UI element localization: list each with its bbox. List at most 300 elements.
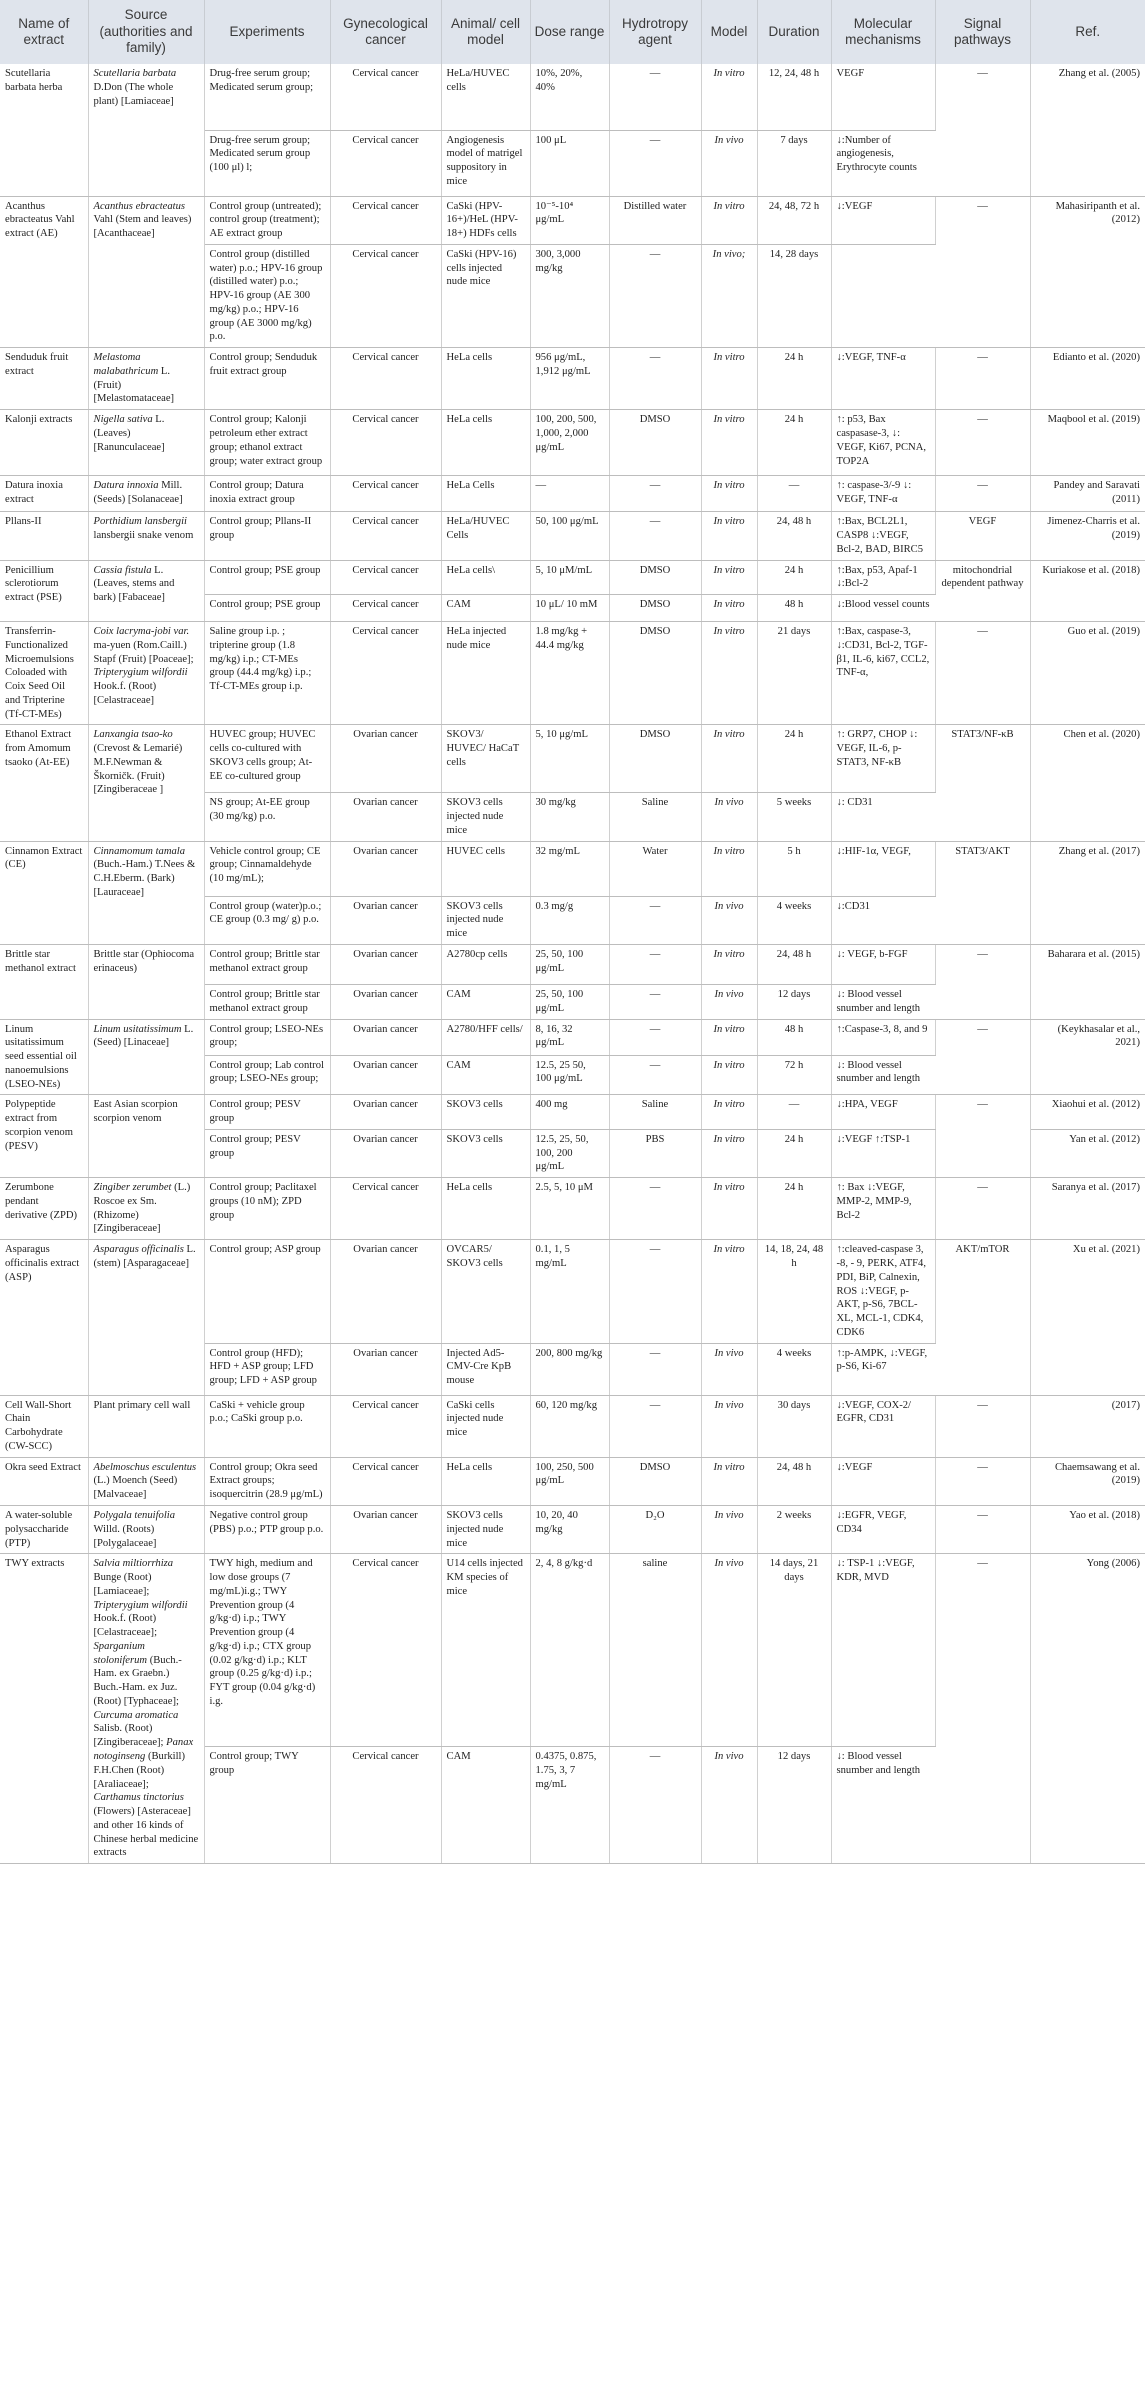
extract-name-cell: Brittle star methanol extract — [0, 945, 88, 1020]
mechanisms-cell: ↓: Blood vessel snumber and length — [831, 985, 935, 1020]
duration-cell: 14, 28 days — [757, 244, 831, 347]
model-cell: In vitro — [701, 560, 757, 595]
extract-name-cell: Scutellaria barbata herba — [0, 64, 88, 196]
animal-cell-model-cell: SKOV3 cells — [441, 1095, 530, 1130]
source-cell — [88, 348, 204, 410]
source-species: Porthidium lansbergii — [93, 516, 187, 528]
reference-cell: Chaemsawang et al. (2019) — [1030, 1457, 1145, 1505]
signal-pathway-cell: — — [935, 945, 1030, 1020]
source-cell: Salvia miltiorrhiza Bunge (Root) [Lamiaceae]; Tripterygium wilfordii Hook.f. (Root) [Celastraceae]; Sparganium stoloniferum (Buch.-Ham. ex Graebn.) Buch.-Ham. ex Juz. (Root) [Typhaceae]; Curcuma aromatica Salisb. (Root) [Zingiberaceae]; Panax notoginseng (Burkill) F.H.Chen (Root) [Araliaceae]; Carthamus tinctorius (Flowers) [Asteraceae] and other 16 kinds of Chinese herbal medicine extracts — [88, 1554, 204, 1864]
source-species: Melastoma malabathricum — [93, 352, 159, 377]
cancer-cell: Cervical cancer — [330, 1747, 441, 1864]
cancer-cell: Ovarian cancer — [330, 1240, 441, 1343]
model-cell: In vitro — [701, 348, 757, 410]
experiments-cell: Control group (HFD); HFD + ASP group; LFD group; LFD + ASP group — [204, 1343, 330, 1395]
experiments-cell: Control group; Kalonji petroleum ether extract group; ethanol extract group; water extract group — [204, 410, 330, 476]
reference-cell: Xu et al. (2021) — [1030, 1240, 1145, 1395]
mechanisms-cell: ↓:VEGF, COX-2/ EGFR, CD31 — [831, 1395, 935, 1457]
cancer-cell: Ovarian cancer — [330, 793, 441, 841]
duration-cell: 48 h — [757, 1019, 831, 1055]
table-row — [0, 512, 1145, 560]
reference-cell: Baharara et al. (2015) — [1030, 945, 1145, 1020]
hydrotropy-agent-cell: DMSO — [609, 725, 701, 793]
table-row — [0, 348, 1145, 410]
model-cell: In vitro — [701, 512, 757, 560]
extract-name-cell: Ethanol Extract from Amomum tsaoko (At-EE) — [0, 725, 88, 841]
signal-pathway-cell: — — [935, 622, 1030, 725]
hydrotropy-agent-cell: — — [609, 476, 701, 512]
hydrotropy-agent-cell: DMSO — [609, 410, 701, 476]
dose-range-cell: 200, 800 mg/kg — [530, 1343, 609, 1395]
table-row — [0, 1554, 1145, 1747]
table-row — [0, 64, 1145, 130]
model-cell: In vitro — [701, 1095, 757, 1130]
hydrotropy-agent-cell: Distilled water — [609, 196, 701, 244]
source-cell — [88, 1019, 204, 1095]
source-cell — [88, 560, 204, 622]
hydrotropy-agent-cell: — — [609, 348, 701, 410]
mechanisms-cell: ↑: Bax ↓:VEGF, MMP-2, MMP-9, Bcl-2 — [831, 1178, 935, 1240]
dose-range-cell: 8, 16, 32 μg/mL — [530, 1019, 609, 1055]
experiments-cell: TWY high, medium and low dose groups (7 mg/mL)i.g.; TWY Prevention group (4 g/kg·d) i.p.; TWY Prevention group (4 g/kg·d) i.p.; CTX group (0.02 g/kg·d) i.p.; KLT group (0.25 g/kg·d) i.p.; FYT group (0.04 g/kg·d) i.g. — [204, 1554, 330, 1747]
hydrotropy-agent-cell: DMSO — [609, 622, 701, 725]
source-species: Cinnamomum tamala — [93, 845, 186, 857]
header-agent: Hydrotropy agent — [609, 0, 701, 64]
hydrotropy-agent-cell: — — [609, 945, 701, 985]
animal-cell-model-cell: OVCAR5/ SKOV3 cells — [441, 1240, 530, 1343]
reference-cell: (2017) — [1030, 1395, 1145, 1457]
duration-cell: 30 days — [757, 1395, 831, 1457]
extract-name-cell: Kalonji extracts — [0, 410, 88, 476]
source-detail: D.Don (The whole plant) [Lamiaceae] — [93, 81, 174, 107]
dose-range-cell: 2.5, 5, 10 μM — [530, 1178, 609, 1240]
mechanisms-cell: ↓:VEGF ↑:TSP-1 — [831, 1129, 935, 1177]
cancer-cell: Ovarian cancer — [330, 1019, 441, 1055]
model-cell: In vitro — [701, 410, 757, 476]
experiments-cell: Control group (untreated); control group (treatment); AE extract group — [204, 196, 330, 244]
reference-cell: Yan et al. (2012) — [1030, 1129, 1145, 1177]
mechanisms-cell: ↑:Bax, BCL2L1, CASP8 ↓:VEGF, Bcl-2, BAD, BIRC5 — [831, 512, 935, 560]
cancer-cell: Ovarian cancer — [330, 725, 441, 793]
table-row — [0, 1395, 1145, 1457]
reference-cell: Jimenez-Charris et al. (2019) — [1030, 512, 1145, 560]
experiments-cell: Control group; Brittle star methanol extract group — [204, 985, 330, 1020]
duration-cell: 12 days — [757, 1747, 831, 1864]
hydrotropy-agent-cell: PBS — [609, 1129, 701, 1177]
mechanisms-cell: VEGF — [831, 64, 935, 130]
extract-name-cell: A water-soluble polysaccharide (PTP) — [0, 1505, 88, 1553]
duration-cell: 24 h — [757, 725, 831, 793]
model-cell: In vitro — [701, 64, 757, 130]
dose-range-cell: 100, 200, 500, 1,000, 2,000 μg/mL — [530, 410, 609, 476]
reference-cell: Zhang et al. (2005) — [1030, 64, 1145, 196]
animal-cell-model-cell: HUVEC cells — [441, 841, 530, 896]
source-species: Abelmoschus esculentus — [93, 1461, 197, 1473]
header-duration: Duration — [757, 0, 831, 64]
hydrotropy-agent-cell: Water — [609, 841, 701, 896]
mechanisms-cell: ↓:Number of angiogenesis, Erythrocyte counts — [831, 130, 935, 196]
source-detail: (L.) Roscoe ex Sm. (Rhizome) [Zingiberaceae] — [93, 1182, 191, 1235]
signal-pathway-cell: — — [935, 1395, 1030, 1457]
model-cell: In vivo — [701, 130, 757, 196]
mechanisms-cell: ↓:VEGF — [831, 1457, 935, 1505]
dose-range-cell: 5, 10 μM/mL — [530, 560, 609, 595]
model-cell: In vivo — [701, 1343, 757, 1395]
reference-cell: Mahasiripanth et al. (2012) — [1030, 196, 1145, 348]
experiments-cell: Control group (distilled water) p.o.; HPV-16 group (distilled water) p.o.; HPV-16 group (AE 300 mg/kg) p.o.; HPV-16 group (AE 3000 mg/kg) p.o. — [204, 244, 330, 347]
experiments-cell: Control group; Okra seed Extract groups; isoquercitrin (28.9 μg/mL) — [204, 1457, 330, 1505]
model-cell: In vitro — [701, 1240, 757, 1343]
experiments-cell: Control group; LSEO-NEs group; — [204, 1019, 330, 1055]
hydrotropy-agent-cell: — — [609, 1055, 701, 1095]
cancer-cell: Cervical cancer — [330, 244, 441, 347]
reference-cell: (Keykhasalar et al., 2021) — [1030, 1019, 1145, 1095]
signal-pathway-cell: mitochondrial dependent pathway — [935, 560, 1030, 622]
duration-cell: 24 h — [757, 410, 831, 476]
source-detail: L. (Fruit) [Melastomataceae] — [93, 365, 175, 405]
mechanisms-cell: ↑:Bax, p53, Apaf-1 ↓:Bcl-2 — [831, 560, 935, 595]
cancer-cell: Cervical cancer — [330, 348, 441, 410]
signal-pathway-cell: — — [935, 1095, 1030, 1178]
duration-cell: 4 weeks — [757, 1343, 831, 1395]
hydrotropy-agent-cell: — — [609, 1240, 701, 1343]
table-row — [0, 1240, 1145, 1343]
mechanisms-cell: ↓:CD31 — [831, 896, 935, 944]
model-cell: In vitro — [701, 196, 757, 244]
experiments-cell: Drug-free serum group; Medicated serum group; — [204, 64, 330, 130]
model-cell: In vivo — [701, 1747, 757, 1864]
source-cell — [88, 1457, 204, 1505]
hydrotropy-agent-cell: — — [609, 512, 701, 560]
source-cell — [88, 1505, 204, 1553]
extract-name-cell: TWY extracts — [0, 1554, 88, 1864]
duration-cell: 5 h — [757, 841, 831, 896]
header-model: Model — [701, 0, 757, 64]
dose-range-cell: 10⁻⁵-10⁴ μg/mL — [530, 196, 609, 244]
reference-cell: Yao et al. (2018) — [1030, 1505, 1145, 1553]
experiments-cell: Control group; Senduduk fruit extract group — [204, 348, 330, 410]
duration-cell: 24, 48 h — [757, 945, 831, 985]
hydrotropy-agent-cell: — — [609, 1747, 701, 1864]
header-ref: Ref. — [1030, 0, 1145, 64]
dose-range-cell: 0.3 mg/g — [530, 896, 609, 944]
hydrotropy-agent-cell: DMSO — [609, 1457, 701, 1505]
model-cell: In vitro — [701, 945, 757, 985]
extract-name-cell: Cinnamon Extract (CE) — [0, 841, 88, 944]
signal-pathway-cell: — — [935, 1554, 1030, 1864]
source-species: Acanthus ebracteatus — [93, 200, 186, 212]
model-cell: In vitro — [701, 476, 757, 512]
source-cell — [88, 410, 204, 476]
dose-range-cell: 100 μL — [530, 130, 609, 196]
experiments-cell: Control group; Pllans-II group — [204, 512, 330, 560]
experiments-cell: NS group; At-EE group (30 mg/kg) p.o. — [204, 793, 330, 841]
extract-name-cell: Pllans-II — [0, 512, 88, 560]
hydrotropy-agent-cell: — — [609, 1343, 701, 1395]
source-species: Zingiber zerumbet — [93, 1182, 172, 1194]
duration-cell: — — [757, 1095, 831, 1130]
duration-cell: 14, 18, 24, 48 h — [757, 1240, 831, 1343]
model-cell: In vitro — [701, 595, 757, 622]
experiments-cell: Vehicle control group; CE group; Cinnamaldehyde (10 mg/mL); — [204, 841, 330, 896]
animal-cell-model-cell: SKOV3 cells injected nude mice — [441, 1505, 530, 1553]
cancer-cell: Ovarian cancer — [330, 1129, 441, 1177]
cancer-cell: Cervical cancer — [330, 1554, 441, 1747]
table-row — [0, 560, 1145, 595]
source-detail: (L.) Moench (Seed) [Malvaceae] — [93, 1475, 178, 1501]
signal-pathway-cell: — — [935, 1178, 1030, 1240]
cancer-cell: Ovarian cancer — [330, 985, 441, 1020]
source-species: Scutellaria barbata — [93, 68, 177, 79]
cancer-cell: Cervical cancer — [330, 560, 441, 595]
table-row — [0, 410, 1145, 476]
experiments-cell: Control group; Datura inoxia extract group — [204, 476, 330, 512]
table-row — [0, 945, 1145, 985]
dose-range-cell: — — [530, 476, 609, 512]
cancer-cell: Cervical cancer — [330, 512, 441, 560]
model-cell: In vitro — [701, 1055, 757, 1095]
source-detail: L. (Leaves, stems and bark) [Fabaceae] — [93, 564, 175, 604]
animal-cell-model-cell: A2780cp cells — [441, 945, 530, 985]
source-cell — [88, 1178, 204, 1240]
signal-pathway-cell: — — [935, 348, 1030, 410]
dose-range-cell: 2, 4, 8 g/kg·d — [530, 1554, 609, 1747]
experiments-cell: Control group; Lab control group; LSEO-NEs group; — [204, 1055, 330, 1095]
mechanisms-cell: ↓: VEGF, b-FGF — [831, 945, 935, 985]
source-detail: Willd. (Roots) [Polygalaceae] — [93, 1523, 157, 1549]
hydrotropy-agent-cell: Saline — [609, 793, 701, 841]
model-cell: In vitro — [701, 1129, 757, 1177]
experiments-cell: Control group; PSE group — [204, 560, 330, 595]
source-detail: Mill. (Seeds) [Solanaceae] — [93, 480, 183, 505]
duration-cell: 5 weeks — [757, 793, 831, 841]
extract-name-cell: Senduduk fruit extract — [0, 348, 88, 410]
signal-pathway-cell: VEGF — [935, 512, 1030, 560]
animal-cell-model-cell: HeLa cells — [441, 1178, 530, 1240]
animal-cell-model-cell: Angiogenesis model of matrigel suppository in mice — [441, 130, 530, 196]
signal-pathway-cell: — — [935, 476, 1030, 512]
cancer-cell: Ovarian cancer — [330, 841, 441, 896]
cancer-cell: Ovarian cancer — [330, 945, 441, 985]
source-species: Nigella sativa — [93, 414, 153, 426]
animal-cell-model-cell: SKOV3 cells — [441, 1129, 530, 1177]
source-species: Polygala tenuifolia — [93, 1509, 176, 1521]
dose-range-cell: 32 mg/mL — [530, 841, 609, 896]
table-row — [0, 725, 1145, 793]
hydrotropy-agent-cell: — — [609, 896, 701, 944]
duration-cell: 24 h — [757, 348, 831, 410]
reference-cell: Zhang et al. (2017) — [1030, 841, 1145, 944]
header-experiments: Experiments — [204, 0, 330, 64]
experiments-cell: Control group; ASP group — [204, 1240, 330, 1343]
extract-name-cell: Okra seed Extract — [0, 1457, 88, 1505]
table-row — [0, 1095, 1145, 1130]
reference-cell: Guo et al. (2019) — [1030, 622, 1145, 725]
hydrotropy-agent-cell: DMSO — [609, 595, 701, 622]
reference-cell: Yong (2006) — [1030, 1554, 1145, 1864]
dose-range-cell: 400 mg — [530, 1095, 609, 1130]
hydrotropy-agent-cell: — — [609, 64, 701, 130]
reference-cell: Saranya et al. (2017) — [1030, 1178, 1145, 1240]
header-mechanisms: Molecular mechanisms — [831, 0, 935, 64]
source-cell — [88, 64, 204, 196]
mechanisms-cell: ↑:p-AMPK, ↓:VEGF, p-S6, Ki-67 — [831, 1343, 935, 1395]
duration-cell: 12 days — [757, 985, 831, 1020]
hydrotropy-agent-cell: — — [609, 1178, 701, 1240]
reference-cell: Edianto et al. (2020) — [1030, 348, 1145, 410]
table-row — [0, 1457, 1145, 1505]
experiments-cell: Negative control group (PBS) p.o.; PTP group p.o. — [204, 1505, 330, 1553]
header-source: Source (authorities and family) — [88, 0, 204, 64]
dose-range-cell: 10%, 20%, 40% — [530, 64, 609, 130]
animal-cell-model-cell: SKOV3 cells injected nude mice — [441, 896, 530, 944]
model-cell: In vivo — [701, 793, 757, 841]
animal-cell-model-cell: CaSki (HPV-16+)/HeL (HPV-18+) HDFs cells — [441, 196, 530, 244]
mechanisms-cell: ↓:EGFR, VEGF, CD34 — [831, 1505, 935, 1553]
mechanisms-cell: ↓:HPA, VEGF — [831, 1095, 935, 1130]
cancer-cell: Ovarian cancer — [330, 1055, 441, 1095]
animal-cell-model-cell: U14 cells injected KM species of mice — [441, 1554, 530, 1747]
model-cell: In vitro — [701, 725, 757, 793]
dose-range-cell: 12.5, 25, 50, 100, 200 μg/mL — [530, 1129, 609, 1177]
duration-cell: 4 weeks — [757, 896, 831, 944]
cancer-cell: Ovarian cancer — [330, 1505, 441, 1553]
dose-range-cell: 0.1, 1, 5 mg/mL — [530, 1240, 609, 1343]
signal-pathway-cell: AKT/mTOR — [935, 1240, 1030, 1395]
hydrotropy-agent-cell: D₂O — [609, 1505, 701, 1553]
animal-cell-model-cell: SKOV3 cells injected nude mice — [441, 793, 530, 841]
experiments-cell: CaSki + vehicle group p.o.; CaSki group p.o. — [204, 1395, 330, 1457]
animal-cell-model-cell: CAM — [441, 595, 530, 622]
mechanisms-cell: ↓: Blood vessel snumber and length — [831, 1055, 935, 1095]
dose-range-cell: 60, 120 mg/kg — [530, 1395, 609, 1457]
source-cell — [88, 841, 204, 944]
model-cell: In vitro — [701, 841, 757, 896]
mechanisms-cell: ↑: p53, Bax caspasase-3, ↓: VEGF, Ki67, PCNA, TOP2A — [831, 410, 935, 476]
duration-cell: 24, 48 h — [757, 1457, 831, 1505]
experiments-cell: Control group; PESV group — [204, 1129, 330, 1177]
duration-cell: — — [757, 476, 831, 512]
extract-name-cell: Acanthus ebracteatus Vahl extract (AE) — [0, 196, 88, 348]
duration-cell: 24, 48, 72 h — [757, 196, 831, 244]
source-detail: L. (Leaves) [Ranunculaceae] — [93, 414, 165, 453]
header-cancer: Gynecological cancer — [330, 0, 441, 64]
header-row — [0, 0, 1145, 64]
dose-range-cell: 956 μg/mL, 1,912 μg/mL — [530, 348, 609, 410]
model-cell: In vivo — [701, 896, 757, 944]
duration-cell: 7 days — [757, 130, 831, 196]
extract-name-cell: Cell Wall-Short Chain Carbohydrate (CW-SCC) — [0, 1395, 88, 1457]
source-detail: lansbergii snake venom — [93, 529, 194, 541]
animal-cell-model-cell: HeLa cells\ — [441, 560, 530, 595]
extract-name-cell: Polypeptide extract from scorpion venom (PESV) — [0, 1095, 88, 1178]
signal-pathway-cell: — — [935, 1505, 1030, 1553]
animal-cell-model-cell: HeLa cells — [441, 410, 530, 476]
animal-cell-model-cell: HeLa Cells — [441, 476, 530, 512]
cancer-cell: Cervical cancer — [330, 595, 441, 622]
source-cell — [88, 1240, 204, 1395]
duration-cell: 72 h — [757, 1055, 831, 1095]
source-cell: Coix lacryma-jobi var. ma-yuen (Rom.Caill.) Stapf (Fruit) [Poaceae]; Tripterygium wilfordii Hook.f. (Root) [Celastraceae] — [88, 622, 204, 725]
dose-range-cell: 10 μL/ 10 mM — [530, 595, 609, 622]
experiments-cell: Control group; PESV group — [204, 1095, 330, 1130]
mechanisms-cell: ↓:VEGF — [831, 196, 935, 244]
source-detail: L. (stem) [Asparagaceae] — [93, 1244, 196, 1270]
source-detail: Vahl (Stem and leaves) [Acanthaceae] — [93, 214, 192, 240]
dose-range-cell: 25, 50, 100 μg/mL — [530, 985, 609, 1020]
source-cell — [88, 725, 204, 841]
model-cell: In vitro — [701, 1457, 757, 1505]
experiments-cell: HUVEC group; HUVEC cells co-cultured with SKOV3 cells group; At-EE co-cultured group — [204, 725, 330, 793]
mechanisms-cell: ↓: CD31 — [831, 793, 935, 841]
cancer-cell: Cervical cancer — [330, 1457, 441, 1505]
cancer-cell: Cervical cancer — [330, 1178, 441, 1240]
hydrotropy-agent-cell: saline — [609, 1554, 701, 1747]
experiments-cell: Saline group i.p. ; tripterine group (1.8 mg/kg) i.p.; CT-MEs group (44.4 mg/kg) i.p.; Tf-CT-MEs group i.p. — [204, 622, 330, 725]
cancer-cell: Cervical cancer — [330, 1395, 441, 1457]
duration-cell: 24 h — [757, 1178, 831, 1240]
reference-cell: Kuriakose et al. (2018) — [1030, 560, 1145, 622]
duration-cell: 21 days — [757, 622, 831, 725]
mechanisms-cell: ↑: GRP7, CHOP ↓: VEGF, IL-6, p-STAT3, NF-κB — [831, 725, 935, 793]
source-species: Cassia fistula — [93, 564, 152, 576]
extract-name-cell: Transferrin-Functionalized Microemulsions Coloaded with Coix Seed Oil and Tripterine (Tf-CT-MEs) — [0, 622, 88, 725]
dose-range-cell: 30 mg/kg — [530, 793, 609, 841]
animal-cell-model-cell: HeLa/HUVEC Cells — [441, 512, 530, 560]
mechanisms-cell: ↓: Blood vessel snumber and length — [831, 1747, 935, 1864]
extract-name-cell: Linum usitatissimum seed essential oil nanoemulsions (LSEO-NEs) — [0, 1019, 88, 1095]
cancer-cell: Ovarian cancer — [330, 1343, 441, 1395]
signal-pathway-cell: — — [935, 410, 1030, 476]
experiments-cell: Control group (water)p.o.; CE group (0.3 mg/ g) p.o. — [204, 896, 330, 944]
table-row — [0, 196, 1145, 244]
experiments-cell: Drug-free serum group; Medicated serum group (100 μl) l; — [204, 130, 330, 196]
table-header — [0, 0, 1145, 64]
duration-cell: 14 days, 21 days — [757, 1554, 831, 1747]
mechanisms-cell: ↓:VEGF, TNF-α — [831, 348, 935, 410]
animal-cell-model-cell: Injected Ad5-CMV-Cre KpB mouse — [441, 1343, 530, 1395]
dose-range-cell: 300, 3,000 mg/kg — [530, 244, 609, 347]
source-cell: Plant primary cell wall — [88, 1395, 204, 1457]
duration-cell: 24, 48 h — [757, 512, 831, 560]
extract-name-cell: Datura inoxia extract — [0, 476, 88, 512]
cancer-cell: Cervical cancer — [330, 196, 441, 244]
signal-pathway-cell: STAT3/AKT — [935, 841, 1030, 944]
cancer-cell: Ovarian cancer — [330, 896, 441, 944]
source-detail: L. (Seed) [Linaceae] — [93, 1023, 194, 1049]
source-species: Datura innoxia — [93, 480, 159, 492]
extract-name-cell: Penicillium sclerotiorum extract (PSE) — [0, 560, 88, 622]
mechanisms-cell: ↓:HIF-1α, VEGF, — [831, 841, 935, 896]
table-row — [0, 1505, 1145, 1553]
mechanisms-cell: ↑:Bax, caspase-3, ↓:CD31, Bcl-2, TGF-β1, IL-6, ki67, CCL2, TNF-α, — [831, 622, 935, 725]
dose-range-cell: 1.8 mg/kg + 44.4 mg/kg — [530, 622, 609, 725]
hydrotropy-agent-cell: — — [609, 244, 701, 347]
table-row — [0, 1178, 1145, 1240]
animal-cell-model-cell: CAM — [441, 985, 530, 1020]
signal-pathway-cell: — — [935, 1019, 1030, 1095]
model-cell: In vitro — [701, 1178, 757, 1240]
header-name: Name of extract — [0, 0, 88, 64]
mechanisms-cell: ↑:cleaved-caspase 3, -8, - 9, PERK, ATF4, PDI, BiP, Calnexin, ROS ↓:VEGF, p-AKT, p-S6, 7BCL-XL, MCL-1, CDK4, CDK6 — [831, 1240, 935, 1343]
duration-cell: 2 weeks — [757, 1505, 831, 1553]
source-detail: (Crevost & Lemarié) M.F.Newman & Škorničk. (Fruit) [Zingiberaceae ] — [93, 743, 183, 796]
duration-cell: 24 h — [757, 560, 831, 595]
table-row — [0, 1019, 1145, 1055]
hydrotropy-agent-cell: Saline — [609, 1095, 701, 1130]
hydrotropy-agent-cell: — — [609, 1019, 701, 1055]
model-cell: In vitro — [701, 1019, 757, 1055]
